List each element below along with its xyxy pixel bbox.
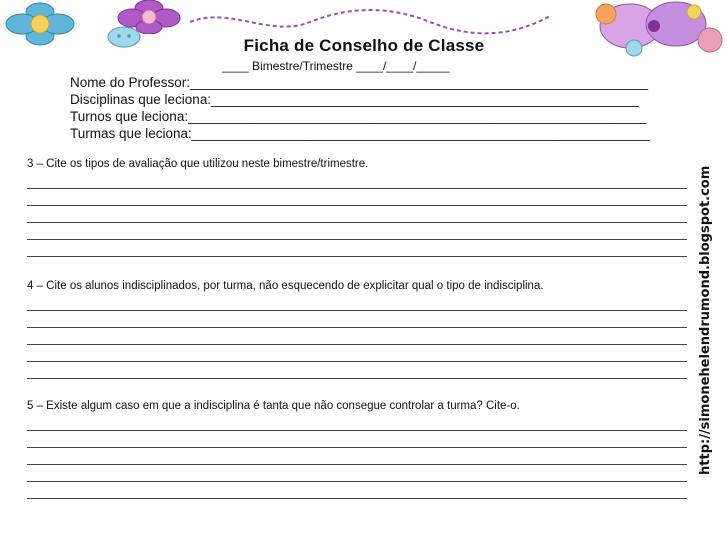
answer-line[interactable] [27, 430, 687, 431]
answer-line[interactable] [27, 361, 687, 362]
subjects-field[interactable]: Disciplinas que leciona:_________________________________________________________ [70, 92, 640, 107]
period-line: ____ Bimestre/Trimestre ____/____/_____ [222, 59, 450, 73]
answer-line[interactable] [27, 378, 687, 379]
answer-line[interactable] [27, 344, 687, 345]
answer-line[interactable] [27, 256, 687, 257]
answer-line[interactable] [27, 310, 687, 311]
answer-line[interactable] [27, 481, 687, 482]
answer-line[interactable] [27, 498, 687, 499]
page-title: Ficha de Conselho de Classe [243, 36, 485, 55]
answer-line[interactable] [27, 327, 687, 328]
answer-line[interactable] [27, 447, 687, 448]
question-3: 3 – Cite os tipos de avaliação que utilizou neste bimestre/trimestre. [27, 158, 369, 170]
question-5: 5 – Existe algum caso em que a indisciplina é tanta que não consegue controlar a turma? Cite-o. [27, 400, 520, 412]
blog-url[interactable]: http://simonehelendrumond.blogspot.com [698, 165, 713, 475]
answer-line[interactable] [27, 205, 687, 206]
shifts-field[interactable]: Turnos que leciona:_____________________________________________________________ [70, 109, 647, 124]
classes-field[interactable]: Turmas que leciona:_____________________________________________________________ [70, 126, 650, 141]
answer-line[interactable] [27, 188, 687, 189]
answer-line[interactable] [27, 464, 687, 465]
question-4: 4 – Cite os alunos indisciplinados, por turma, não esquecendo de explicitar qual o tipo de indisciplina. [27, 280, 544, 292]
answer-line[interactable] [27, 222, 687, 223]
teacher-name-field[interactable]: Nome do Professor:_____________________________________________________________ [70, 75, 649, 90]
answer-line[interactable] [27, 239, 687, 240]
